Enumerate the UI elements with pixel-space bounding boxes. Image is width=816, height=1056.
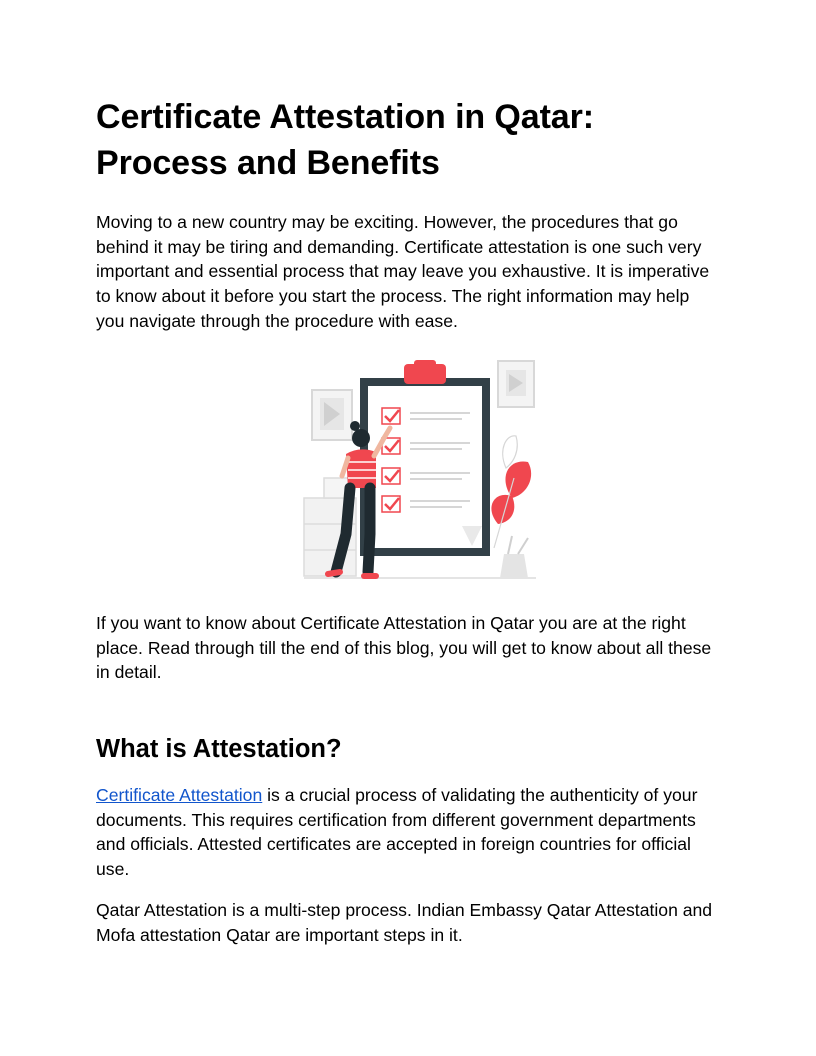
certificate-attestation-link[interactable]: Certificate Attestation [96, 785, 263, 805]
picture-frame-left-icon [312, 390, 352, 440]
checklist-illustration-svg [302, 358, 538, 582]
title-line-2: Process and Benefits [96, 144, 440, 182]
definition-text: is a crucial process of validating the authenticity of your documents. This requires certification from different government departments and officials. Attested certificates are accepted in foreign countries for official use. [96, 785, 698, 880]
page-title [96, 94, 720, 186]
definition-paragraph [96, 783, 720, 882]
plant-icon [491, 436, 531, 578]
intro-paragraph: Moving to a new country may be exciting. However, the procedures that go behind it may be tiring and demanding. Certificate attestation is one such very important and essential process that may leave you exhaustive. It is imperative to know about it before you start the process. The right information may help you navigate through the procedure with ease. [96, 212, 710, 331]
clipboard-icon [360, 360, 490, 556]
title-line-1: Certificate Attestation in Qatar: [96, 98, 594, 136]
section-heading: What is Attestation? [96, 735, 342, 763]
picture-frame-right-icon [498, 361, 534, 407]
checklist-clipboard-illustration [302, 358, 538, 582]
second-paragraph: If you want to know about Certificate Attestation in Qatar you are at the right place. Read through till the end of this blog, you will get to know about all these in detail. [96, 613, 712, 683]
last-paragraph: Qatar Attestation is a multi-step process. Indian Embassy Qatar Attestation and Mofa attestation Qatar are important steps in it. [96, 900, 713, 945]
